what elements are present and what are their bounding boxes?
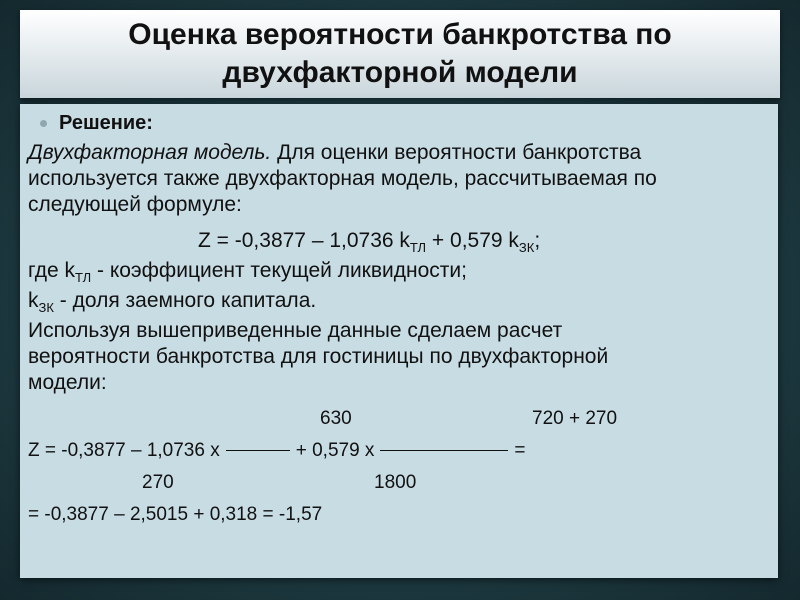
intro-rest: Для оценки вероятности банкротства	[271, 141, 642, 164]
solution-heading: Решение:	[59, 112, 153, 134]
def1-pre: где k	[28, 259, 75, 282]
fraction-bar-1	[226, 450, 290, 451]
bullet-icon	[40, 120, 47, 127]
fraction-bar-2	[380, 450, 508, 451]
result-line: = -0,3877 – 2,5015 + 0,318 = -1,57	[28, 504, 323, 525]
formula	[198, 228, 540, 261]
calc-line-1: Используя вышеприведенные данные сделаем расчет	[28, 319, 563, 342]
definition-ktl	[28, 258, 467, 291]
formula-end: ;	[534, 229, 541, 252]
intro-line-3: следующей формуле:	[28, 193, 242, 216]
intro-paragraph	[28, 140, 762, 218]
denominator-1: 270	[142, 472, 174, 493]
calc-line-3: модели:	[28, 371, 107, 394]
content-panel	[20, 104, 778, 578]
denominator-2: 1800	[374, 472, 417, 493]
def1-sub: ТЛ	[74, 270, 92, 285]
definition-kzk	[28, 288, 316, 321]
calc-line-2: вероятности банкротства для гостиницы по двухфакторной	[28, 345, 609, 368]
calc-equation	[28, 438, 526, 464]
numerator-2: 720 + 270	[532, 408, 618, 429]
intro-line-2: используется также двухфакторная модель, рассчитываемая по	[28, 167, 657, 190]
formula-lhs: Z = -0,3877 – 1,0736 k	[198, 229, 410, 252]
calc-paragraph	[28, 318, 762, 396]
eq-mid: + 0,579 х	[295, 440, 375, 461]
eq-pre: Z = -0,3877 – 1,0736 х	[28, 440, 220, 461]
intro-italic: Двухфакторная модель.	[28, 141, 272, 164]
numerator-1: 630	[320, 408, 352, 429]
def1-post: - коэффициент текущей ликвидности;	[91, 259, 467, 282]
title-line-1: Оценка вероятности банкротства по	[128, 18, 672, 51]
formula-sub-tl: ТЛ	[409, 240, 427, 255]
title-line-2: двухфакторной модели	[222, 56, 578, 89]
def2-post: - доля заемного капитала.	[53, 289, 317, 312]
def2-sub: ЗК	[38, 300, 54, 315]
slide-title	[20, 10, 780, 98]
eq-end: =	[514, 440, 526, 461]
def2-pre: k	[28, 289, 39, 312]
formula-sub-zk: ЗК	[518, 240, 535, 255]
solution-heading-row	[40, 110, 153, 136]
formula-mid: + 0,579 k	[426, 229, 519, 252]
